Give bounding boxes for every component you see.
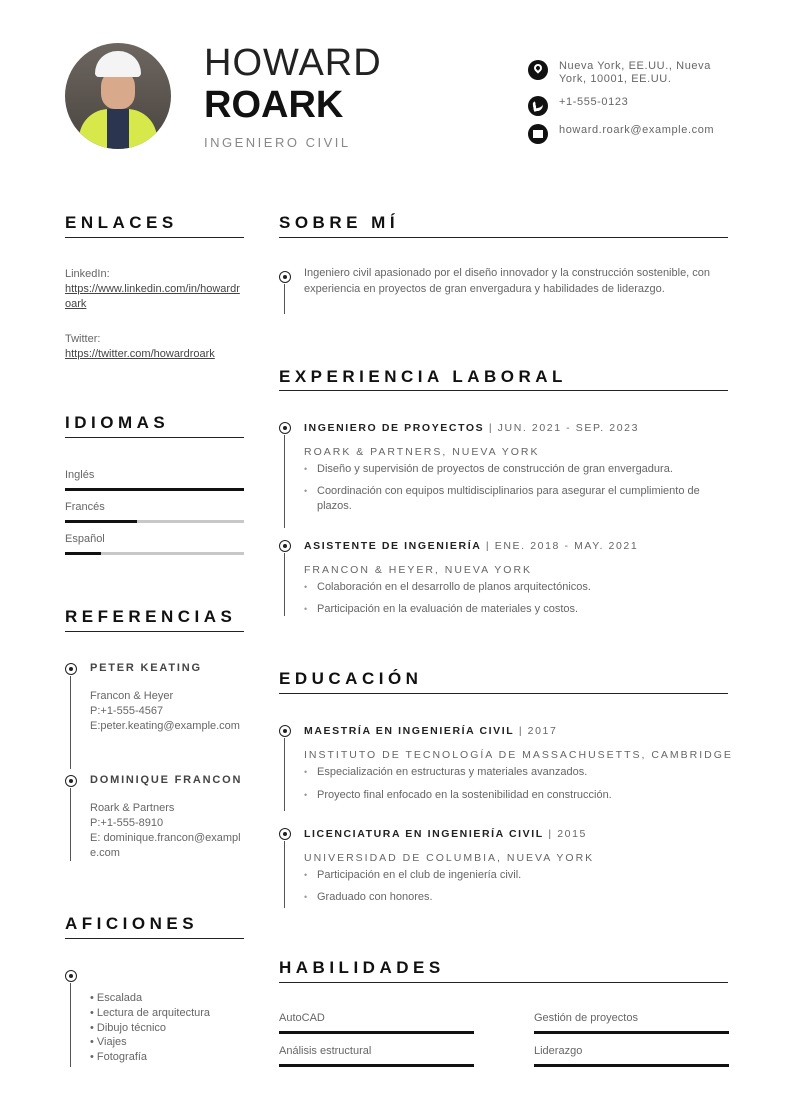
skill-level-bar (279, 1064, 474, 1067)
language-label: Español (65, 533, 105, 545)
education-year: | 2017 (514, 725, 558, 737)
timeline-line (70, 788, 71, 861)
phone-text: +1-555-0123 (559, 96, 629, 108)
hobby-item: • Escalada (90, 992, 143, 1004)
habilidades-rule (279, 982, 728, 983)
experiencia-heading: EXPERIENCIA LABORAL (279, 367, 567, 386)
twitter-label: Twitter: (65, 333, 101, 345)
timeline-line (70, 676, 71, 769)
referencias-rule (65, 631, 244, 632)
timeline-dot-icon (65, 775, 77, 787)
job-company: ROARK & PARTNERS, NUEVA YORK (304, 446, 540, 458)
skill-level-bar (534, 1031, 729, 1034)
linkedin-label: LinkedIn: (65, 268, 110, 280)
contact-address (528, 60, 728, 86)
job-bullet: • Participación en la evaluación de materiales y costos. (304, 602, 724, 617)
timeline-line (284, 435, 285, 528)
hobby-item: • Dibujo técnico (90, 1022, 167, 1034)
job-entry-header (304, 422, 639, 434)
enlaces-heading: ENLACES (65, 213, 178, 232)
timeline-dot-icon (279, 271, 291, 283)
idiomas-heading: IDIOMAS (65, 413, 170, 432)
timeline-dot-icon (279, 828, 291, 840)
address-text: Nueva York, EE.UU., Nueva York, 10001, EE.UU. (559, 60, 711, 85)
referencias-heading: REFERENCIAS (65, 607, 237, 626)
timeline-dot-icon (279, 540, 291, 552)
phone-icon (528, 96, 548, 116)
habilidades-heading: HABILIDADES (279, 958, 445, 977)
last-name: ROARK (204, 84, 344, 126)
aficiones-rule (65, 938, 244, 939)
language-label: Francés (65, 501, 105, 513)
education-entry-header (304, 828, 587, 840)
timeline-dot-icon (65, 970, 77, 982)
education-bullet: • Graduado con honores. (304, 890, 724, 905)
skill-level-bar (279, 1031, 474, 1034)
reference-phone: P:+1-555-8910 (90, 817, 164, 829)
skill-label: Análisis estructural (279, 1045, 372, 1057)
educacion-heading: EDUCACIÓN (279, 669, 423, 688)
job-bullet: • Coordinación con equipos multidisciplinarios para asegurar el cumplimiento de plazos. (304, 484, 724, 514)
reference-company: Roark & Partners (90, 802, 175, 814)
education-school: UNIVERSIDAD DE COLUMBIA, NUEVA YORK (304, 852, 595, 864)
timeline-line (70, 983, 71, 1067)
language-level-fill (65, 488, 244, 491)
job-role: INGENIERO DE PROYECTOS (304, 422, 485, 434)
sobre-mi-rule (279, 237, 728, 238)
reference-details (90, 689, 244, 734)
timeline-line (284, 738, 285, 811)
linkedin-link[interactable]: https://www.linkedin.com/in/howardroark (65, 283, 240, 310)
twitter-block (65, 332, 244, 362)
job-bullet: • Colaboración en el desarrollo de planos arquitectónicos. (304, 580, 724, 595)
education-degree: LICENCIATURA EN INGENIERÍA CIVIL (304, 828, 544, 840)
first-name: HOWARD (204, 42, 382, 84)
job-bullet: • Diseño y supervisión de proyectos de construcción de gran envergadura. (304, 462, 724, 477)
timeline-dot-icon (65, 663, 77, 675)
education-bullet: • Proyecto final enfocado en la sostenibilidad en construcción. (304, 788, 724, 803)
sobre-mi-heading: SOBRE MÍ (279, 213, 400, 232)
about-text: Ingeniero civil apasionado por el diseño innovador y la construcción sostenible, con experiencia en proyectos de gran envergadura y habilidades de liderazgo. (304, 267, 711, 295)
timeline-line (284, 841, 285, 908)
education-bullet: • Participación en el club de ingeniería civil. (304, 868, 724, 883)
hobby-item: • Fotografía (90, 1051, 148, 1063)
reference-email: E: dominique.francon@example.com (90, 832, 241, 859)
job-entry-header (304, 540, 638, 552)
profile-photo (65, 43, 171, 149)
timeline-dot-icon (279, 725, 291, 737)
language-level-fill (65, 520, 137, 523)
education-school: INSTITUTO DE TECNOLOGÍA DE MASSACHUSETTS, CAMBRIDGE (304, 749, 733, 761)
enlaces-rule (65, 237, 244, 238)
educacion-rule (279, 693, 728, 694)
contact-email (528, 124, 728, 144)
job-title: INGENIERO CIVIL (204, 135, 351, 150)
education-degree: MAESTRÍA EN INGENIERÍA CIVIL (304, 725, 515, 737)
job-company: FRANCON & HEYER, NUEVA YORK (304, 564, 533, 576)
language-level-fill (65, 552, 101, 555)
idiomas-rule (65, 437, 244, 438)
job-role: ASISTENTE DE INGENIERÍA (304, 540, 482, 552)
skill-label: Liderazgo (534, 1045, 583, 1057)
timeline-dot-icon (279, 422, 291, 434)
language-level-bar (65, 488, 244, 491)
education-bullet: • Especialización en estructuras y materiales avanzados. (304, 765, 724, 780)
skill-level-bar (534, 1064, 729, 1067)
job-dates: | ENE. 2018 - MAY. 2021 (481, 540, 639, 552)
reference-phone: P:+1-555-4567 (90, 705, 164, 717)
education-entry-header (304, 725, 557, 737)
reference-company: Francon & Heyer (90, 690, 174, 702)
hobby-item: • Viajes (90, 1036, 127, 1048)
hobby-item: • Lectura de arquitectura (90, 1007, 211, 1019)
contact-phone (528, 96, 728, 116)
language-label: Inglés (65, 469, 95, 481)
language-level-bar (65, 552, 244, 555)
language-level-bar (65, 520, 244, 523)
job-dates: | JUN. 2021 - SEP. 2023 (484, 422, 640, 434)
experiencia-rule (279, 390, 728, 391)
reference-email: E:peter.keating@example.com (90, 720, 240, 732)
mail-icon (528, 124, 548, 144)
skill-label: AutoCAD (279, 1012, 325, 1024)
education-year: | 2015 (543, 828, 587, 840)
location-pin-icon (528, 60, 548, 80)
timeline-line (284, 284, 285, 314)
timeline-line (284, 553, 285, 616)
linkedin-block (65, 267, 244, 312)
reference-details (90, 801, 244, 861)
reference-name: PETER KEATING (90, 662, 202, 674)
aficiones-heading: AFICIONES (65, 914, 199, 933)
email-text: howard.roark@example.com (559, 124, 715, 136)
reference-name: DOMINIQUE FRANCON (90, 774, 243, 786)
twitter-link[interactable]: https://twitter.com/howardroark (65, 348, 215, 360)
skill-label: Gestión de proyectos (534, 1012, 638, 1024)
